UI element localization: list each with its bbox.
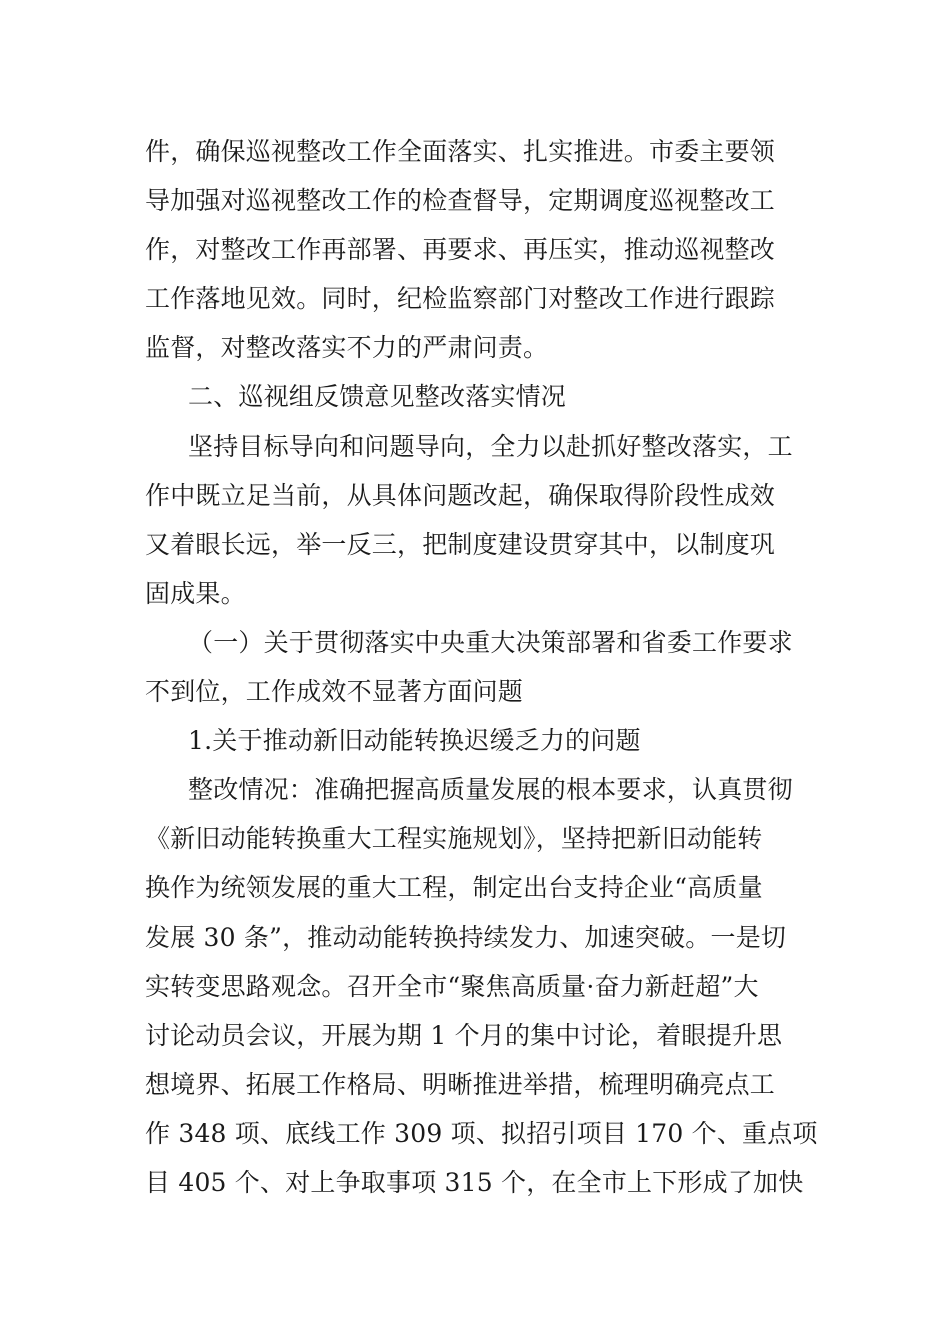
document-body bbox=[145, 127, 818, 1207]
text-line: 监督，对整改落实不力的严肃问责。 bbox=[145, 333, 549, 363]
item-heading: 1.关于推动新旧动能转换迟缓乏力的问题 bbox=[188, 726, 641, 756]
text-line: 作 348 项、底线工作 309 项、拟招引项目 170 个、重点项 bbox=[145, 1118, 818, 1148]
text-line: 件，确保巡视整改工作全面落实、扎实推进。市委主要领 bbox=[145, 137, 776, 166]
text-line: 又着眼长远，举一反三，把制度建设贯穿其中，以制度巩 bbox=[145, 529, 776, 559]
text-line: 作，对整改工作再部署、再要求、再压实，推动巡视整改 bbox=[145, 235, 776, 265]
text-line: 讨论动员会议，开展为期 1 个月的集中讨论，着眼提升思 bbox=[145, 1020, 783, 1050]
text-line: 导加强对巡视整改工作的检查督导，定期调度巡视整改工 bbox=[145, 186, 776, 216]
text-line: 换作为统领发展的重大工程，制定出台支持企业“高质量 bbox=[145, 873, 763, 903]
section-heading: 二、巡视组反馈意见整改落实情况 bbox=[188, 382, 567, 412]
text-line: 整改情况：准确把握高质量发展的根本要求，认真贯彻 bbox=[188, 775, 793, 805]
subsection-heading: （一）关于贯彻落实中央重大决策部署和省委工作要求 bbox=[188, 627, 793, 657]
text-line: 发展 30 条”，推动动能转换持续发力、加速突破。一是切 bbox=[145, 922, 787, 952]
text-line: 想境界、拓展工作格局、明晰推进举措，梳理明确亮点工 bbox=[145, 1069, 776, 1099]
text-line: 目 405 个、对上争取事项 315 个，在全市上下形成了加快 bbox=[145, 1167, 804, 1197]
text-line: 工作落地见效。同时，纪检监察部门对整改工作进行跟踪 bbox=[145, 284, 776, 314]
subsection-heading-cont: 不到位，工作成效不显著方面问题 bbox=[145, 677, 524, 707]
text-line: 作中既立足当前，从具体问题改起，确保取得阶段性成效 bbox=[145, 480, 776, 510]
text-line: 《新旧动能转换重大工程实施规划》，坚持把新旧动能转 bbox=[145, 824, 763, 854]
text-line: 实转变思路观念。召开全市“聚焦高质量·奋力新赶超”大 bbox=[145, 971, 759, 1001]
text-line: 坚持目标导向和问题导向，全力以赴抓好整改落实，工 bbox=[188, 431, 793, 461]
text-line: 固成果。 bbox=[145, 578, 246, 608]
